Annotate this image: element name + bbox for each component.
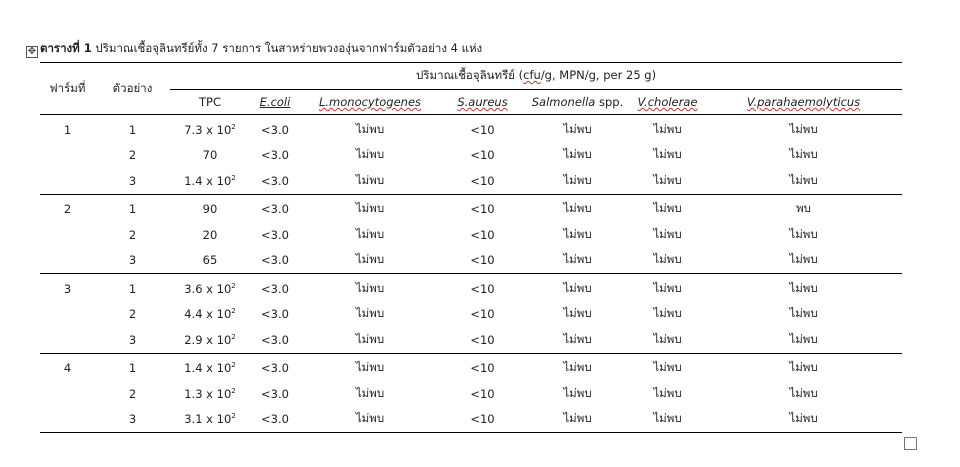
salmonella-cell: ไม่พบ [563, 121, 592, 136]
tpc-base: 4.4 x 10 [184, 307, 232, 322]
vchol-cell: ไม่พบ [653, 331, 682, 346]
header-group [170, 63, 902, 90]
tpc-base: 20 [202, 227, 218, 242]
col-vchol: V.cholerae [637, 95, 698, 109]
vpara-cell: ไม่พบ [789, 385, 818, 400]
tpc-cell [170, 327, 250, 353]
saureus-cell: <10 [470, 227, 495, 242]
saureus-cell: <10 [440, 353, 525, 381]
sample-cell: 3 [128, 332, 137, 347]
tpc-base: 1.4 x 10 [184, 173, 232, 188]
col-salmonella-genus: Salmonella [531, 95, 596, 109]
header-group-prefix: ปริมาณเชื้อจุลินทรีย์ ( [416, 68, 524, 82]
ecoli-cell: <3.0 [250, 274, 300, 302]
tpc-base: 3.1 x 10 [184, 412, 232, 427]
sample-cell: 3 [128, 173, 137, 188]
salmonella-cell: ไม่พบ [563, 385, 592, 400]
lmono-cell: ไม่พบ [300, 274, 440, 302]
lmono-cell: ไม่พบ [300, 353, 440, 381]
tpc-exp: 2 [231, 386, 236, 395]
ecoli-cell: <3.0 [261, 227, 289, 242]
farm-cell: 2 [40, 194, 95, 222]
col-vpara: V.parahaemolyticus [746, 95, 861, 109]
lmono-cell: ไม่พบ [355, 121, 385, 136]
ecoli-cell: <3.0 [261, 148, 289, 163]
salmonella-cell: ไม่พบ [563, 331, 592, 346]
table-row [40, 274, 902, 302]
tpc-base: 1.4 x 10 [184, 361, 232, 376]
tpc-base: 1.3 x 10 [184, 386, 232, 401]
farm-cell [40, 381, 95, 407]
sample-cell: 2 [128, 148, 137, 163]
table-row [40, 381, 902, 407]
tpc-base: 70 [202, 148, 218, 163]
tpc-base: 90 [202, 202, 218, 217]
ecoli-cell: <3.0 [250, 194, 300, 222]
sample-cell: 1 [128, 122, 137, 137]
salmonella-cell: ไม่พบ [525, 353, 630, 381]
sample-cell: 2 [128, 307, 137, 322]
vchol-cell: ไม่พบ [653, 252, 682, 267]
vchol-cell: ไม่พบ [653, 385, 682, 400]
vchol-cell: ไม่พบ [630, 353, 705, 381]
saureus-cell: <10 [470, 332, 495, 347]
lmono-cell: ไม่พบ [355, 172, 385, 187]
vpara-cell: ไม่พบ [705, 353, 902, 381]
vpara-cell: ไม่พบ [789, 331, 818, 346]
vchol-cell: ไม่พบ [630, 274, 705, 302]
lmono-cell: ไม่พบ [355, 147, 385, 162]
farm-group [40, 274, 902, 354]
lmono-cell: ไม่พบ [300, 194, 440, 222]
tpc-cell [170, 222, 250, 248]
col-tpc: TPC [170, 90, 250, 115]
tpc-cell [170, 353, 250, 381]
tpc-exp: 2 [231, 122, 236, 131]
table-row [40, 143, 902, 169]
saureus-cell: <10 [440, 194, 525, 222]
table-row [40, 248, 902, 274]
salmonella-cell: ไม่พบ [563, 172, 592, 187]
farm-cell [40, 168, 95, 194]
tpc-cell [170, 381, 250, 407]
table-row [40, 222, 902, 248]
farm-cell [40, 407, 95, 433]
farm-cell [40, 222, 95, 248]
table-row [40, 302, 902, 328]
tpc-exp: 2 [231, 281, 236, 290]
tpc-cell [170, 248, 250, 274]
sample-cell: 1 [95, 353, 170, 381]
salmonella-cell: ไม่พบ [563, 147, 592, 162]
farm-cell [40, 248, 95, 274]
tpc-exp: 2 [231, 173, 236, 182]
saureus-cell: <10 [470, 253, 495, 268]
tpc-exp: 2 [231, 332, 236, 341]
farm-group [40, 353, 902, 433]
table-row [40, 407, 902, 433]
col-salmonella [525, 90, 630, 115]
ecoli-cell: <3.0 [261, 173, 289, 188]
tpc-base: 65 [202, 253, 218, 268]
header-sample: ตัวอย่าง [95, 63, 170, 115]
farm-cell: 4 [40, 353, 95, 381]
farm-cell: 3 [40, 274, 95, 302]
ecoli-cell: <3.0 [261, 253, 289, 268]
ecoli-cell: <3.0 [250, 353, 300, 381]
salmonella-cell: ไม่พบ [563, 226, 592, 241]
microbe-table [40, 62, 902, 433]
farm-group [40, 194, 902, 274]
saureus-cell: <10 [470, 173, 495, 188]
sample-cell: 2 [128, 227, 137, 242]
caption-text: ปริมาณเชื้อจุลินทรีย์ทั้ง 7 รายการ ในสาหร่ายพวงองุ่นจากฟาร์มตัวอย่าง 4 แห่ง [91, 41, 483, 55]
table-row [40, 327, 902, 353]
saureus-cell: <10 [470, 386, 495, 401]
table-row [40, 353, 902, 381]
lmono-cell: ไม่พบ [300, 407, 440, 433]
saureus-cell: <10 [470, 148, 495, 163]
salmonella-cell: ไม่พบ [525, 274, 630, 302]
sample-cell: 2 [128, 386, 137, 401]
sample-cell: 1 [95, 194, 170, 222]
sample-cell: 3 [95, 407, 170, 433]
tpc-exp: 2 [231, 412, 236, 421]
col-lmono: L.monocytogenes [318, 95, 422, 109]
tpc-base: 3.6 x 10 [184, 281, 232, 296]
vpara-cell: ไม่พบ [789, 252, 818, 267]
farm-cell [40, 302, 95, 328]
saureus-cell: <10 [470, 307, 495, 322]
tpc-exp: 2 [231, 361, 236, 370]
tpc-cell [170, 407, 250, 433]
tpc-cell [170, 302, 250, 328]
farm-cell [40, 327, 95, 353]
table-row [40, 194, 902, 222]
vchol-cell: ไม่พบ [630, 194, 705, 222]
vpara-cell: ไม่พบ [705, 407, 902, 433]
header-group-suffix: /g, MPN/g, per 25 g) [540, 68, 657, 82]
sample-cell: 1 [95, 274, 170, 302]
ecoli-cell: <3.0 [261, 307, 289, 322]
tpc-cell [170, 143, 250, 169]
lmono-cell: ไม่พบ [355, 331, 385, 346]
table-row [40, 115, 902, 143]
sample-cell: 3 [128, 253, 137, 268]
header-farm: ฟาร์มที่ [40, 63, 95, 115]
vpara-cell: ไม่พบ [789, 226, 818, 241]
lmono-cell: ไม่พบ [355, 385, 385, 400]
ecoli-cell: <3.0 [261, 332, 289, 347]
salmonella-cell: ไม่พบ [525, 407, 630, 433]
ecoli-cell: <3.0 [250, 407, 300, 433]
vpara-cell: พบ [705, 194, 902, 222]
header-group-cfu: cfu [523, 68, 541, 82]
saureus-cell: <10 [470, 122, 495, 137]
tpc-base: 2.9 x 10 [184, 332, 232, 347]
vchol-cell: ไม่พบ [653, 306, 682, 321]
vpara-cell: ไม่พบ [789, 306, 818, 321]
table-resize-handle-icon[interactable] [904, 437, 917, 450]
col-saureus: S.aureus [457, 95, 508, 109]
tpc-cell [170, 168, 250, 194]
salmonella-cell: ไม่พบ [563, 252, 592, 267]
vchol-cell: ไม่พบ [653, 147, 682, 162]
table-row [40, 168, 902, 194]
saureus-cell: <10 [440, 407, 525, 433]
vchol-cell: ไม่พบ [653, 121, 682, 136]
vpara-cell: ไม่พบ [705, 274, 902, 302]
salmonella-cell: ไม่พบ [525, 194, 630, 222]
salmonella-cell: ไม่พบ [563, 306, 592, 321]
vpara-cell: ไม่พบ [789, 147, 818, 162]
vchol-cell: ไม่พบ [630, 407, 705, 433]
lmono-cell: ไม่พบ [355, 252, 385, 267]
table-caption [40, 40, 482, 58]
caption-label: ตารางที่ 1 [40, 41, 92, 55]
tpc-cell [170, 194, 250, 222]
farm-cell [40, 143, 95, 169]
table-move-handle-icon[interactable]: ✥ [27, 46, 37, 57]
col-ecoli: E.coli [259, 95, 291, 109]
lmono-cell: ไม่พบ [355, 226, 385, 241]
vchol-cell: ไม่พบ [653, 172, 682, 187]
lmono-cell: ไม่พบ [355, 306, 385, 321]
farm-group [40, 115, 902, 195]
vchol-cell: ไม่พบ [653, 226, 682, 241]
farm-cell: 1 [63, 122, 72, 137]
tpc-base: 7.3 x 10 [184, 122, 232, 137]
saureus-cell: <10 [440, 274, 525, 302]
vpara-cell: ไม่พบ [789, 121, 818, 136]
vpara-cell: ไม่พบ [789, 172, 818, 187]
col-salmonella-spp: spp. [595, 95, 624, 109]
tpc-cell [170, 274, 250, 302]
ecoli-cell: <3.0 [261, 122, 289, 137]
ecoli-cell: <3.0 [261, 386, 289, 401]
tpc-cell [170, 115, 250, 143]
tpc-exp: 2 [231, 307, 236, 316]
